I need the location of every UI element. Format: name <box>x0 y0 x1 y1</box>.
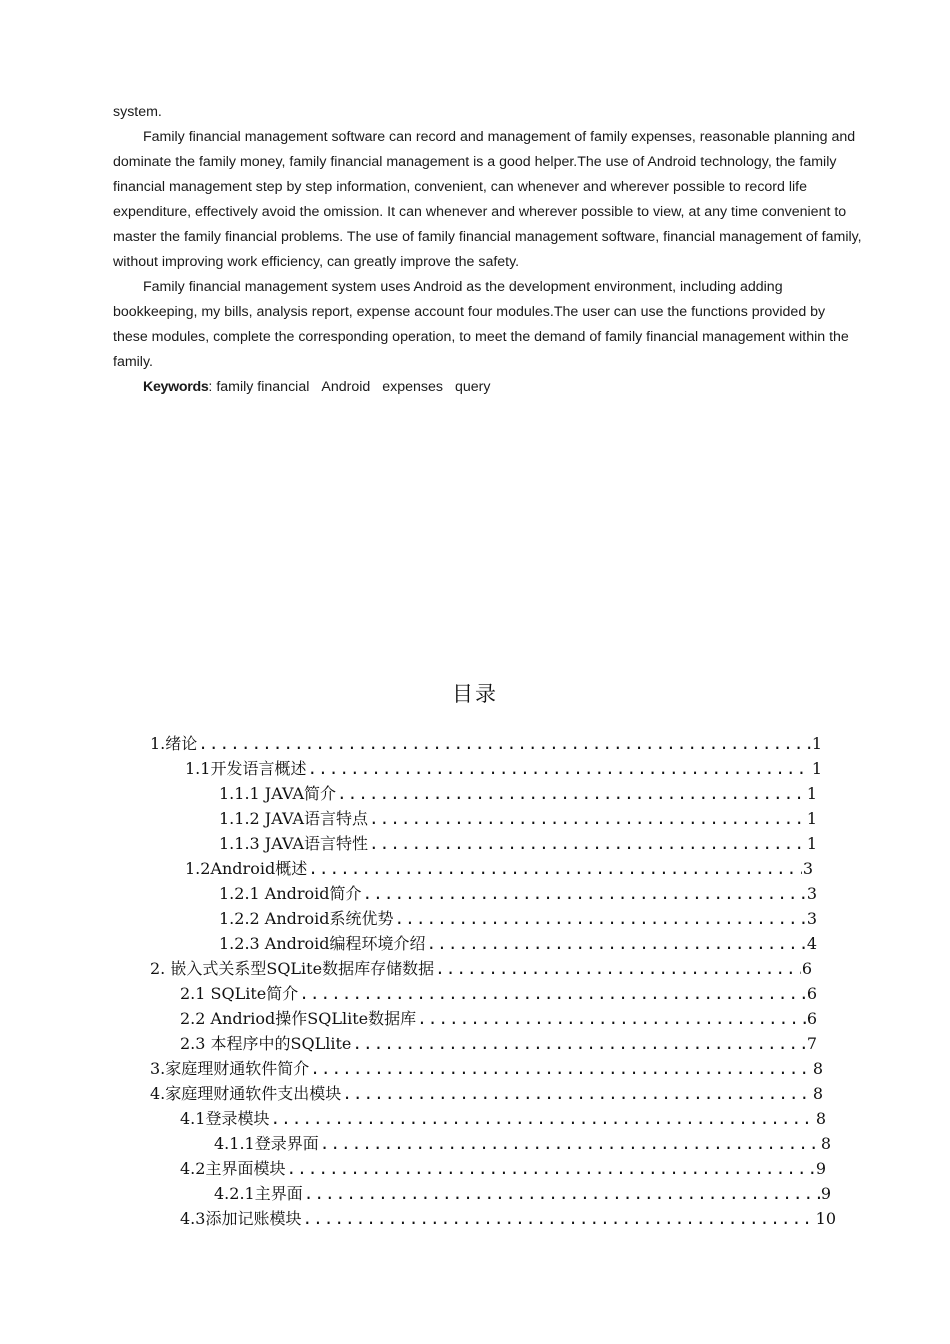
toc-entry-page: 1 <box>806 784 817 803</box>
toc-leader <box>308 858 802 880</box>
toc-leader <box>286 1158 814 1180</box>
toc-entry-page: 10 <box>815 1209 836 1228</box>
toc-entry-title: 1.1.1 JAVA简介 <box>219 784 336 803</box>
toc-leader <box>320 1133 820 1155</box>
toc-entry-page: 3 <box>806 909 817 928</box>
toc-entry[interactable] <box>219 905 817 930</box>
toc-entry-page: 1 <box>811 759 822 778</box>
toc-entry-title: 2. 嵌入式关系型SQLite数据库存储数据 <box>150 959 435 978</box>
toc-entry-title: 4.3添加记账模块 <box>180 1209 302 1228</box>
toc-entry-page: 1 <box>806 809 817 828</box>
toc-leader <box>369 808 806 830</box>
toc-entry-page: 9 <box>815 1159 826 1178</box>
toc-leader <box>270 1108 814 1130</box>
toc-entry-title: 4.2主界面模块 <box>180 1159 286 1178</box>
toc-entry[interactable] <box>180 1155 826 1180</box>
keyword: Android <box>321 379 371 395</box>
keyword: query <box>455 379 491 395</box>
toc-entry[interactable] <box>150 1055 823 1080</box>
toc-entry-title: 2.3 本程序中的SQLlite <box>180 1034 352 1053</box>
toc-entry-title: 1.1.2 JAVA语言特点 <box>219 809 368 828</box>
toc-entry-title: 1.2.2 Android系统优势 <box>219 909 394 928</box>
toc-entry-page: 8 <box>812 1059 823 1078</box>
toc-entry[interactable] <box>219 780 817 805</box>
toc-leader <box>435 958 801 980</box>
toc-entry[interactable] <box>180 1205 836 1230</box>
toc-leader <box>395 908 806 930</box>
toc-entry-title: 4.家庭理财通软件支出模块 <box>150 1084 342 1103</box>
toc-leader <box>198 733 811 755</box>
toc-leader <box>307 758 810 780</box>
toc-entry-page: 3 <box>806 884 817 903</box>
toc-entry-title: 1.2.3 Android编程环境介绍 <box>219 934 426 953</box>
toc-entry-title: 2.1 SQLite简介 <box>180 984 299 1003</box>
toc-entry-page: 8 <box>812 1084 823 1103</box>
toc-leader <box>417 1008 806 1030</box>
toc-entry[interactable] <box>219 830 817 855</box>
toc-entry-page: 1 <box>811 734 822 753</box>
toc-entry-title: 1.2Android概述 <box>185 859 308 878</box>
toc-leader <box>427 933 806 955</box>
keyword: family financial <box>216 379 310 395</box>
toc-title: 目录 <box>452 682 498 706</box>
toc-leader <box>363 883 806 905</box>
toc-leader <box>369 833 806 855</box>
toc-entry-title: 1.1.3 JAVA语言特性 <box>219 834 368 853</box>
toc-entry[interactable] <box>180 1005 817 1030</box>
keyword: expenses <box>382 379 443 395</box>
toc-entry-page: 6 <box>806 984 817 1003</box>
toc-leader <box>352 1033 805 1055</box>
toc-entry-title: 1.1开发语言概述 <box>185 759 307 778</box>
toc-leader <box>304 1183 820 1205</box>
toc-entry-page: 6 <box>801 959 812 978</box>
toc-entry[interactable] <box>180 980 817 1005</box>
toc-entry-title: 1.绪论 <box>150 734 198 753</box>
toc-leader <box>342 1083 812 1105</box>
toc-entry[interactable] <box>219 880 817 905</box>
toc-entry[interactable] <box>150 1080 823 1105</box>
abstract-paragraph-1: Family financial management software can record and management of family expenses, reasonable planning and dominate the family money, family financial management is a good helper.The use of Android technology, the family financial management step by step information, convenient, can whenever and wherever possible to record life expenditure, effectively avoid the omission. It can whenever and wherever possible to view, at any time convenient to master the family financial problems. The use of family financial management software, financial management of family, without improving work efficiency, can greatly improve the safety. <box>113 129 862 270</box>
toc-entry-page: 6 <box>806 1009 817 1028</box>
toc-entry-page: 4 <box>806 934 817 953</box>
toc-leader <box>302 1208 814 1230</box>
toc-entry[interactable] <box>219 805 817 830</box>
toc-leader <box>310 1058 812 1080</box>
toc-entry[interactable] <box>180 1105 826 1130</box>
toc-entry[interactable] <box>180 1030 817 1055</box>
toc-entry[interactable] <box>150 955 812 980</box>
toc-entry-page: 7 <box>806 1034 817 1053</box>
toc-entry[interactable] <box>214 1130 831 1155</box>
toc-entry-page: 1 <box>806 834 817 853</box>
toc-leader <box>299 983 806 1005</box>
toc-entry-page: 8 <box>815 1109 826 1128</box>
toc-entry-title: 4.1登录模块 <box>180 1109 270 1128</box>
abstract-paragraph-2: Family financial management system uses Android as the development environment, including adding bookkeeping, my bills, analysis report, expense account four modules.The user can use the functions provided by these modules, complete the corresponding operation, to meet the demand of family financial management within the family. <box>113 279 849 370</box>
toc-entry-title: 3.家庭理财通软件简介 <box>150 1059 310 1078</box>
abstract-section <box>113 100 863 400</box>
toc-entry[interactable] <box>185 855 813 880</box>
abstract-paragraph-0: system. <box>113 104 162 120</box>
toc-entry-title: 2.2 Andriod操作SQLlite数据库 <box>180 1009 417 1028</box>
keywords-label: Keywords <box>143 379 209 395</box>
keywords-line: Keywords: family financial Android expenses query <box>143 379 491 395</box>
toc-entry[interactable] <box>150 730 822 755</box>
toc-entry[interactable] <box>185 755 822 780</box>
toc-leader <box>337 783 806 805</box>
toc-entry-title: 1.2.1 Android简介 <box>219 884 362 903</box>
toc-entry-title: 4.1.1登录界面 <box>214 1134 319 1153</box>
toc-entry[interactable] <box>219 930 817 955</box>
toc-entry-page: 8 <box>820 1134 831 1153</box>
toc-entry-page: 3 <box>802 859 813 878</box>
toc-entry-title: 4.2.1主界面 <box>214 1184 303 1203</box>
toc-entry[interactable] <box>214 1180 831 1205</box>
toc-entry-page: 9 <box>820 1184 831 1203</box>
